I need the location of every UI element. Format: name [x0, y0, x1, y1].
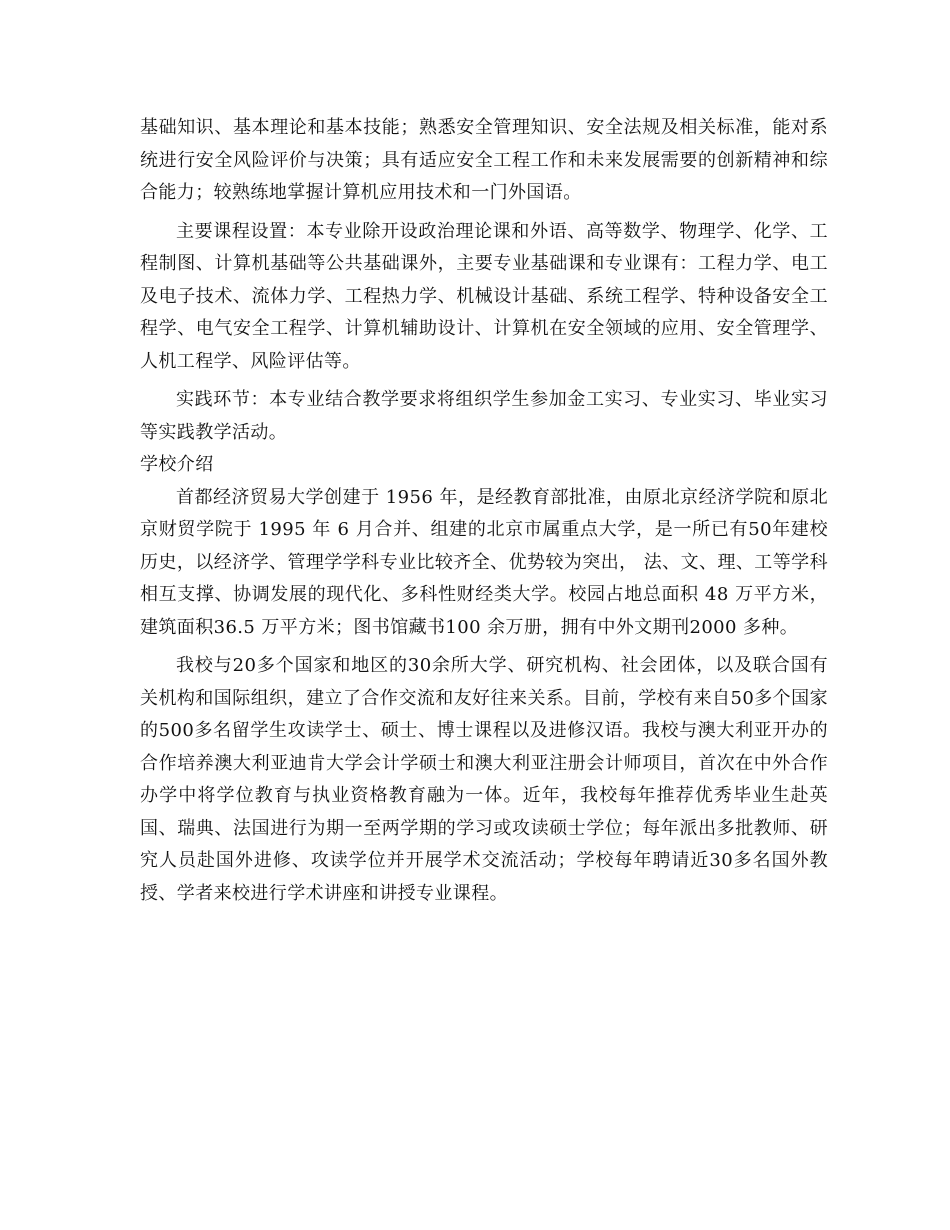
paragraph-international-exchange: 我校与20多个国家和地区的30余所大学、研究机构、社会团体，以及联合国有关机构和国际组织，建立了合作交流和友好往来关系。目前，学校有来自50多个国家的500多名留学生攻读学士、硕士、博士课程以及进修汉语。我校与澳大利亚开办的合作培养澳大利亚迪肯大学会计学硕士和澳大利亚注册会计师项目，首次在中外合作办学中将学位教育与执业资格教育融为一体。近年，我校每年推荐优秀毕业生赴英国、瑞典、法国进行为期一至两学期的学习或攻读硕士学位；每年派出多批教师、研究人员赴国外进修、攻读学位并开展学术交流活动；学校每年聘请近30多名国外教授、学者来校进行学术讲座和讲授专业课程。	[140, 655, 828, 904]
paragraph-training-goals: 基础知识、基本理论和基本技能；熟悉安全管理知识、安全法规及相关标准，能对系统进行安全风险评价与决策；具有适应安全工程工作和未来发展需要的创新精神和综合能力；较熟练地掌握计算机应用技术和一门外国语。	[140, 117, 828, 203]
paragraph-school-history: 首都经济贸易大学创建于 1956 年，是经教育部批准，由原北京经济学院和原北京财贸学院于 1995 年 6 月合并、组建的北京市属重点大学，是一所已有50年建校历史，以经济学、管理学学科专业比较齐全、优势较为突出， 法、文、理、工等学科相互支撑、协调发展的现代化、多科性财经类大学。校园占地总面积 48 万平方米，建筑面积36.5 万平方米；图书馆藏书100 余万册，拥有中外文期刊2000 多种。	[140, 486, 828, 638]
paragraph-main-courses: 主要课程设置：本专业除开设政治理论课和外语、高等数学、物理学、化学、工程制图、计算机基础等公共基础课外，主要专业基础课和专业课有：工程力学、电工及电子技术、流体力学、工程热力学、机械设计基础、系统工程学、特种设备安全工程学、电气安全工程学、计算机辅助设计、计算机在安全领域的应用、安全管理学、人机工程学、风险评估等。	[140, 220, 828, 372]
document-body	[140, 112, 828, 910]
section-heading-school-intro: 学校介绍	[140, 454, 214, 475]
paragraph-practice: 实践环节：本专业结合教学要求将组织学生参加金工实习、专业实习、毕业实习等实践教学活动。	[140, 389, 828, 443]
